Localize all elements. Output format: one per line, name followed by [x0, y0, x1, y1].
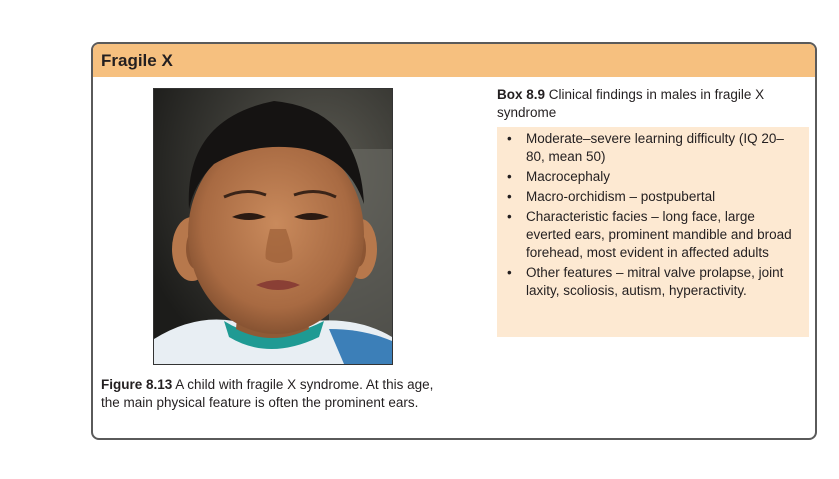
- figure-label: Figure 8.13: [101, 377, 173, 392]
- list-item: • Macro-orchidism – postpubertal: [507, 189, 716, 204]
- list-item: • Moderate–severe learning difficulty (IQ 20–80, mean 50): [507, 131, 784, 164]
- figure-caption: [101, 376, 446, 412]
- list-item: • Other features – mitral valve prolapse, joint laxity, scoliosis, autism, hyperactivity.: [507, 265, 784, 298]
- box-title-text: Clinical findings in males in fragile X syndrome: [497, 87, 765, 120]
- findings-list: [505, 130, 801, 300]
- list-item: • Macrocephaly: [507, 169, 611, 184]
- bullet-icon: •: [507, 265, 512, 280]
- bullet-icon: •: [507, 189, 512, 204]
- child-photo: [153, 88, 393, 365]
- list-item: • Characteristic facies – long face, large everted ears, prominent mandible and broad forehead, most evident in affected adults: [507, 209, 792, 260]
- box-title: [497, 86, 807, 122]
- fragile-x-panel: [91, 42, 817, 440]
- clinical-findings-box: [497, 127, 809, 337]
- bullet-icon: •: [507, 131, 512, 146]
- figure-caption-text: A child with fragile X syndrome. At this age, the main physical feature is often the prominent ears.: [101, 377, 434, 410]
- bullet-icon: •: [507, 209, 512, 224]
- child-face-illustration: [154, 89, 392, 364]
- panel-header: [93, 44, 815, 77]
- panel-title: Fragile X: [101, 50, 173, 70]
- box-label: Box 8.9: [497, 87, 546, 102]
- bullet-icon: •: [507, 169, 512, 184]
